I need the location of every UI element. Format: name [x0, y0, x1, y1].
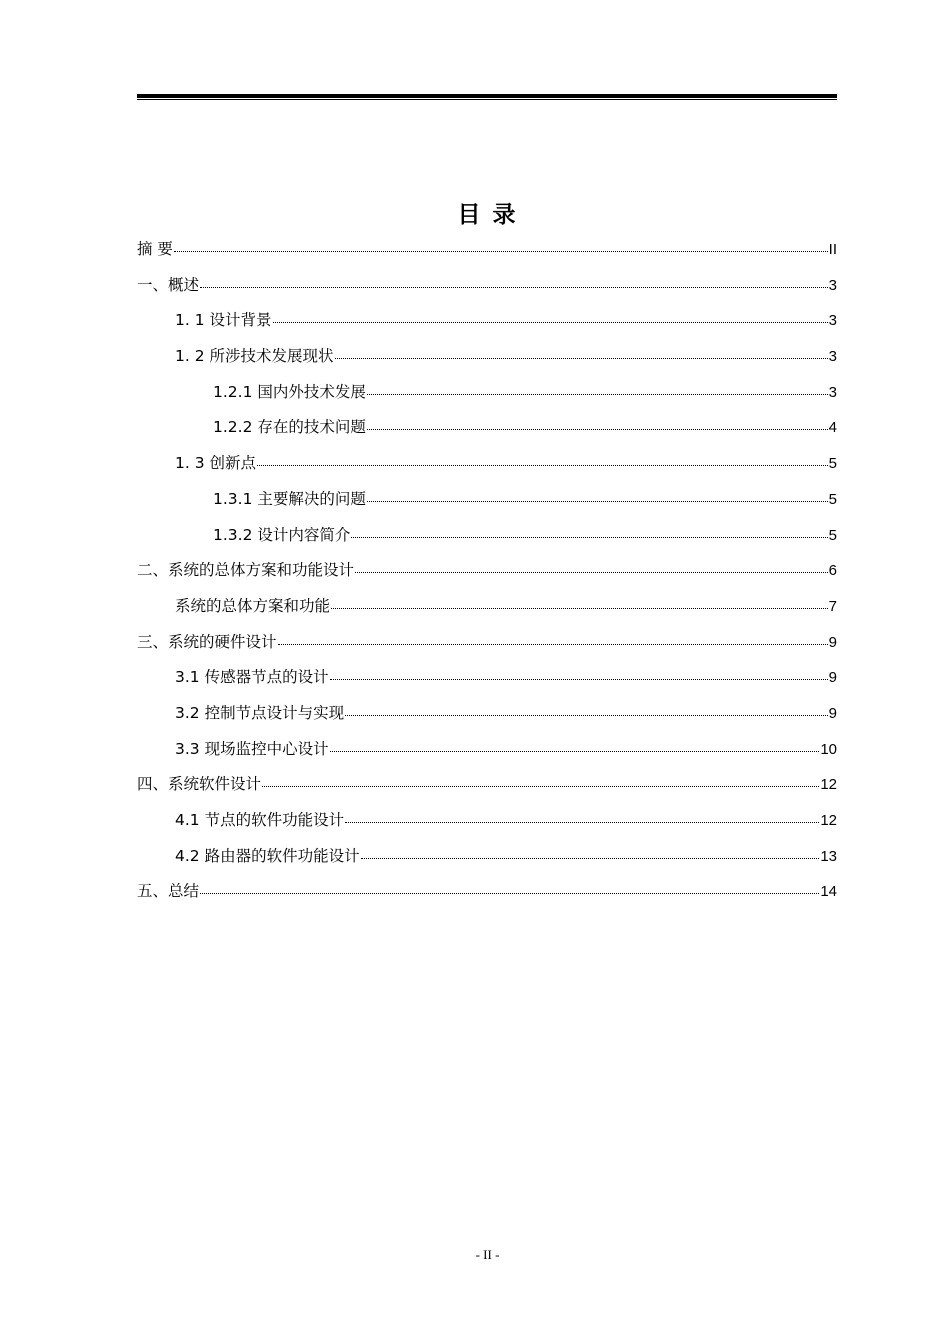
toc-entry-label: 二、系统的总体方案和功能设计 — [137, 561, 355, 580]
toc-entry-label: 4.2 路由器的软件功能设计 — [175, 846, 360, 865]
toc-entry[interactable] — [137, 660, 837, 696]
toc-entry-page: 4 — [828, 419, 837, 437]
header-rule — [137, 94, 837, 100]
toc-entry[interactable] — [137, 874, 837, 910]
toc-entry[interactable] — [137, 446, 837, 482]
toc-dot-leader — [367, 500, 828, 502]
toc-dot-leader — [330, 678, 828, 680]
toc-entry-label: 1. 1 设计背景 — [175, 311, 272, 330]
toc-entry-label: 1.3.1 主要解决的问题 — [213, 489, 366, 508]
toc-dot-leader — [330, 750, 820, 752]
toc-entry[interactable] — [137, 518, 837, 554]
toc-entry[interactable] — [137, 839, 837, 875]
toc-dot-leader — [367, 393, 828, 395]
toc-entry-label: 4.1 节点的软件功能设计 — [175, 811, 345, 829]
page-title: 目 录 — [457, 202, 518, 228]
toc-entry-label: 摘 要 — [137, 240, 173, 258]
toc-entry[interactable] — [137, 553, 837, 589]
toc-dot-leader — [345, 821, 819, 823]
toc-dot-leader — [200, 892, 819, 894]
toc-entry-page: 5 — [828, 526, 837, 544]
toc-entry-label: 三、系统的硬件设计 — [137, 632, 277, 651]
toc-entry-label: 3.3 现场监控中心设计 — [175, 739, 329, 758]
table-of-contents — [137, 232, 837, 910]
toc-entry-page: 3 — [828, 312, 837, 330]
page-number-footer: - II - — [475, 1247, 500, 1262]
toc-dot-leader — [351, 536, 827, 538]
toc-entry-label: 系统的总体方案和功能 — [175, 596, 331, 615]
toc-dot-leader — [331, 607, 828, 609]
toc-entry-label: 五、总结 — [137, 882, 200, 901]
toc-entry-label: 1.2.2 存在的技术问题 — [213, 418, 366, 437]
toc-entry-label: 1.2.1 国内外技术发展 — [213, 382, 366, 401]
toc-entry-page: 5 — [828, 455, 837, 473]
toc-entry-page: 9 — [828, 704, 837, 722]
toc-entry-page: 12 — [820, 776, 837, 794]
toc-dot-leader — [257, 464, 828, 466]
toc-entry[interactable] — [137, 732, 837, 768]
toc-entry[interactable] — [137, 375, 837, 411]
toc-entry-page: 9 — [828, 633, 837, 651]
toc-dot-leader — [335, 357, 828, 359]
toc-entry-page: 3 — [828, 383, 837, 401]
toc-entry[interactable] — [137, 410, 837, 446]
toc-entry-page: 3 — [828, 348, 837, 366]
toc-dot-leader — [278, 643, 828, 645]
toc-entry-page: 3 — [828, 276, 837, 294]
toc-entry-label: 3.2 控制节点设计与实现 — [175, 703, 345, 722]
toc-dot-leader — [345, 714, 828, 716]
toc-entry-label: 1.3.2 设计内容简介 — [213, 525, 351, 544]
toc-entry-label: 3.1 传感器节点的设计 — [175, 668, 329, 687]
toc-entry-label: 四、系统软件设计 — [137, 775, 262, 794]
toc-dot-leader — [262, 785, 819, 787]
toc-entry[interactable] — [137, 482, 837, 518]
toc-entry[interactable] — [137, 268, 837, 304]
toc-entry-page: 12 — [820, 812, 837, 829]
toc-dot-leader — [355, 571, 828, 573]
toc-entry[interactable] — [137, 803, 837, 839]
toc-dot-leader — [367, 428, 828, 430]
toc-dot-leader — [200, 286, 828, 288]
toc-entry[interactable] — [137, 339, 837, 375]
toc-entry-page: 14 — [820, 883, 837, 901]
toc-entry[interactable] — [137, 625, 837, 661]
toc-entry-label: 1. 2 所涉技术发展现状 — [175, 347, 334, 366]
toc-entry[interactable] — [137, 696, 837, 732]
toc-dot-leader — [361, 857, 820, 859]
toc-entry[interactable] — [137, 232, 837, 268]
toc-entry[interactable] — [137, 303, 837, 339]
toc-dot-leader — [174, 250, 828, 252]
toc-dot-leader — [273, 321, 828, 323]
toc-entry-page: 7 — [828, 597, 837, 615]
toc-entry-label: 一、概述 — [137, 275, 200, 294]
toc-entry-page: 9 — [828, 669, 837, 687]
toc-entry[interactable] — [137, 589, 837, 625]
toc-entry-page: II — [828, 241, 837, 258]
toc-entry-page: 5 — [828, 490, 837, 508]
toc-entry-page: 13 — [820, 847, 837, 865]
toc-entry-page: 6 — [828, 562, 837, 580]
toc-entry[interactable] — [137, 767, 837, 803]
toc-entry-label: 1. 3 创新点 — [175, 454, 257, 473]
toc-entry-page: 10 — [820, 740, 837, 758]
